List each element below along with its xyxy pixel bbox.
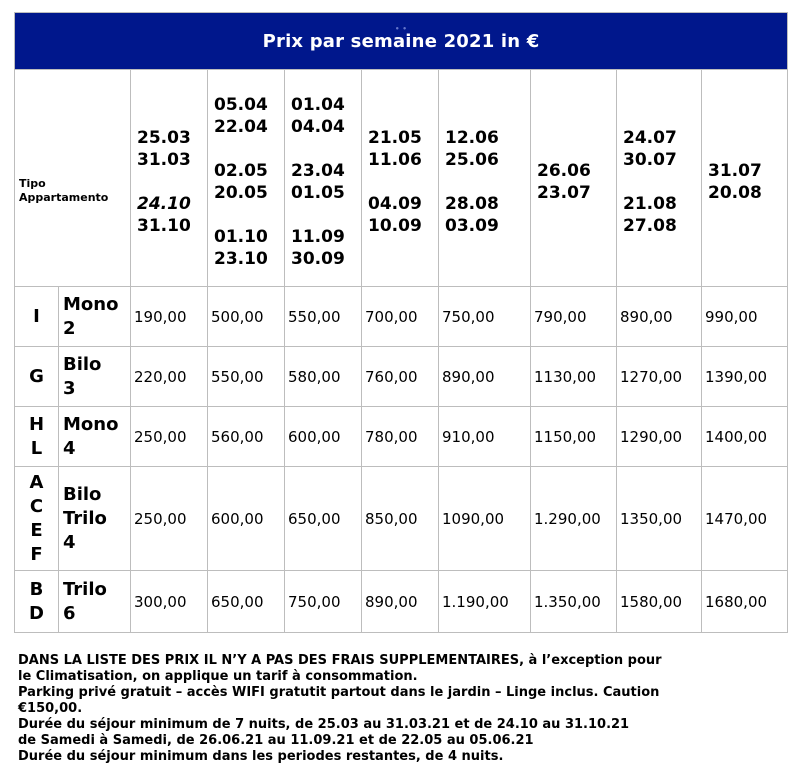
apartment-type-line: Mono bbox=[63, 413, 119, 435]
apartment-letter: L bbox=[30, 437, 43, 459]
date-range bbox=[708, 160, 787, 204]
date-to: 22.04 bbox=[214, 117, 268, 137]
period-header-cell bbox=[531, 70, 617, 287]
price-cell: 250,00 bbox=[131, 467, 208, 571]
price-cell: 910,00 bbox=[439, 407, 531, 467]
price-cell: 700,00 bbox=[362, 287, 439, 347]
date-from: 01.04 bbox=[291, 95, 345, 115]
apartment-type-line: Bilo bbox=[63, 353, 102, 375]
date-to: 31.03 bbox=[137, 150, 191, 170]
date-range bbox=[214, 226, 284, 270]
date-to: 27.08 bbox=[623, 216, 677, 236]
price-cell: 190,00 bbox=[131, 287, 208, 347]
date-to: 10.09 bbox=[368, 216, 422, 236]
price-cell: 990,00 bbox=[702, 287, 788, 347]
price-cell: 600,00 bbox=[285, 407, 362, 467]
date-from: 26.06 bbox=[537, 161, 591, 181]
date-range bbox=[214, 94, 284, 138]
note-line: DANS LA LISTE DES PRIX IL N’Y A PAS DES FRAIS SUPPLEMENTAIRES, à l’exception pour bbox=[18, 653, 662, 668]
apartment-type-line: Mono bbox=[63, 293, 119, 315]
apartment-letters bbox=[15, 571, 59, 633]
price-cell: 1290,00 bbox=[617, 407, 702, 467]
price-cell: 1.290,00 bbox=[531, 467, 617, 571]
date-from: 31.07 bbox=[708, 161, 762, 181]
price-cell: 250,00 bbox=[131, 407, 208, 467]
apartment-letter: G bbox=[29, 365, 44, 387]
price-cell: 760,00 bbox=[362, 347, 439, 407]
period-header-cell bbox=[362, 70, 439, 287]
price-table bbox=[14, 12, 788, 633]
apartment-type bbox=[59, 407, 131, 467]
price-cell: 1150,00 bbox=[531, 407, 617, 467]
note-line: Durée du séjour minimum dans les periodes restantes, de 4 nuits. bbox=[18, 749, 504, 764]
date-from: 25.03 bbox=[137, 128, 191, 148]
date-from: 11.09 bbox=[291, 227, 345, 247]
price-cell: 1470,00 bbox=[702, 467, 788, 571]
price-cell: 650,00 bbox=[285, 467, 362, 571]
price-cell: 890,00 bbox=[362, 571, 439, 633]
notes-block bbox=[14, 653, 787, 765]
period-header-cell bbox=[439, 70, 531, 287]
apartment-letter: F bbox=[30, 543, 43, 565]
apartment-letter: A bbox=[29, 471, 44, 493]
price-cell: 600,00 bbox=[208, 467, 285, 571]
appartamento-label: Appartamento bbox=[19, 191, 109, 204]
date-range bbox=[291, 226, 361, 270]
price-cell: 1130,00 bbox=[531, 347, 617, 407]
price-cell: 1580,00 bbox=[617, 571, 702, 633]
price-cell: 1350,00 bbox=[617, 467, 702, 571]
note-line: €150,00. bbox=[18, 701, 83, 716]
apartment-letter: C bbox=[29, 495, 44, 517]
apartment-letter: H bbox=[28, 413, 45, 435]
apartment-type-line: Bilo bbox=[63, 483, 102, 505]
date-to: 01.05 bbox=[291, 183, 345, 203]
date-range bbox=[537, 160, 616, 204]
apartment-type bbox=[59, 467, 131, 571]
price-cell: 850,00 bbox=[362, 467, 439, 571]
date-from: 21.05 bbox=[368, 128, 422, 148]
price-list-page bbox=[14, 12, 787, 765]
date-from: 12.06 bbox=[445, 128, 499, 148]
date-range bbox=[368, 127, 438, 171]
date-from: 04.09 bbox=[368, 194, 422, 214]
date-to: 11.06 bbox=[368, 150, 422, 170]
date-range bbox=[291, 94, 361, 138]
apartment-type bbox=[59, 347, 131, 407]
period-header-cell bbox=[285, 70, 362, 287]
apartment-letter: E bbox=[30, 519, 43, 541]
apartment-letters bbox=[15, 347, 59, 407]
date-range bbox=[137, 193, 207, 237]
period-header-cell bbox=[208, 70, 285, 287]
apartment-type-line: Trilo bbox=[63, 578, 107, 600]
date-to: 30.07 bbox=[623, 150, 677, 170]
price-cell: 750,00 bbox=[285, 571, 362, 633]
apartment-type-line: 4 bbox=[63, 437, 76, 459]
table-row bbox=[15, 571, 788, 633]
date-from: 23.04 bbox=[291, 161, 345, 181]
price-cell: 780,00 bbox=[362, 407, 439, 467]
price-cell: 790,00 bbox=[531, 287, 617, 347]
period-header-cell bbox=[617, 70, 702, 287]
note-line: Durée du séjour minimum de 7 nuits, de 25.03 au 31.03.21 et de 24.10 au 31.10.21 bbox=[18, 717, 630, 732]
date-to: 03.09 bbox=[445, 216, 499, 236]
date-range bbox=[623, 127, 701, 171]
apartment-type bbox=[59, 571, 131, 633]
price-cell: 1270,00 bbox=[617, 347, 702, 407]
date-to: 23.07 bbox=[537, 183, 591, 203]
price-table-body bbox=[15, 13, 788, 633]
price-cell: 300,00 bbox=[131, 571, 208, 633]
apartment-type-line: 4 bbox=[63, 531, 76, 553]
price-cell: 1.190,00 bbox=[439, 571, 531, 633]
price-cell: 580,00 bbox=[285, 347, 362, 407]
price-cell: 1390,00 bbox=[702, 347, 788, 407]
date-to: 25.06 bbox=[445, 150, 499, 170]
date-to: 20.08 bbox=[708, 183, 762, 203]
apartment-type-line: 2 bbox=[63, 317, 76, 339]
price-cell: 890,00 bbox=[617, 287, 702, 347]
apartment-letters bbox=[15, 467, 59, 571]
period-header-cell bbox=[702, 70, 788, 287]
table-title-cell bbox=[15, 13, 788, 70]
table-row bbox=[15, 407, 788, 467]
date-from: 28.08 bbox=[445, 194, 499, 214]
date-from: 01.10 bbox=[214, 227, 268, 247]
date-range bbox=[623, 193, 701, 237]
note-line: le Climatisation, on applique un tarif à consommation. bbox=[18, 669, 418, 684]
period-header-row bbox=[15, 70, 788, 287]
date-range bbox=[214, 160, 284, 204]
price-cell: 550,00 bbox=[285, 287, 362, 347]
table-row bbox=[15, 467, 788, 571]
decorative-dots: • • bbox=[395, 24, 408, 33]
note-line: Parking privé gratuit – accès WIFI gratutit partout dans le jardin – Linge inclus. Caution bbox=[18, 685, 660, 700]
period-header-cell bbox=[131, 70, 208, 287]
price-cell: 1.350,00 bbox=[531, 571, 617, 633]
date-to: 04.04 bbox=[291, 117, 345, 137]
apartment-letters bbox=[15, 407, 59, 467]
date-range bbox=[291, 160, 361, 204]
apartment-type-line: Trilo bbox=[63, 507, 107, 529]
date-from: 24.10 bbox=[137, 194, 191, 214]
date-to: 31.10 bbox=[137, 216, 191, 236]
apartment-letter: B bbox=[29, 578, 44, 600]
date-from: 24.07 bbox=[623, 128, 677, 148]
price-cell: 560,00 bbox=[208, 407, 285, 467]
price-cell: 750,00 bbox=[439, 287, 531, 347]
date-to: 30.09 bbox=[291, 249, 345, 269]
tipo-label: Tipo bbox=[19, 177, 46, 190]
price-cell: 1400,00 bbox=[702, 407, 788, 467]
price-cell: 890,00 bbox=[439, 347, 531, 407]
price-cell: 220,00 bbox=[131, 347, 208, 407]
date-range bbox=[137, 127, 207, 171]
table-title: Prix par semaine 2021 in € bbox=[262, 30, 540, 52]
price-cell: 550,00 bbox=[208, 347, 285, 407]
price-cell: 500,00 bbox=[208, 287, 285, 347]
table-row bbox=[15, 287, 788, 347]
table-row bbox=[15, 347, 788, 407]
apartment-type-line: 3 bbox=[63, 377, 76, 399]
date-range bbox=[368, 193, 438, 237]
apartment-letter: D bbox=[29, 602, 44, 624]
price-cell: 650,00 bbox=[208, 571, 285, 633]
date-to: 20.05 bbox=[214, 183, 268, 203]
apartment-type bbox=[59, 287, 131, 347]
date-from: 21.08 bbox=[623, 194, 677, 214]
note-line: de Samedi à Samedi, de 26.06.21 au 11.09.21 et de 22.05 au 05.06.21 bbox=[18, 733, 534, 748]
price-cell: 1090,00 bbox=[439, 467, 531, 571]
date-range bbox=[445, 127, 530, 171]
apartment-letters bbox=[15, 287, 59, 347]
apartment-type-line: 6 bbox=[63, 602, 76, 624]
date-from: 05.04 bbox=[214, 95, 268, 115]
date-range bbox=[445, 193, 530, 237]
apartment-type-header bbox=[15, 70, 131, 287]
date-from: 02.05 bbox=[214, 161, 268, 181]
apartment-letter: I bbox=[33, 305, 40, 327]
date-to: 23.10 bbox=[214, 249, 268, 269]
price-cell: 1680,00 bbox=[702, 571, 788, 633]
